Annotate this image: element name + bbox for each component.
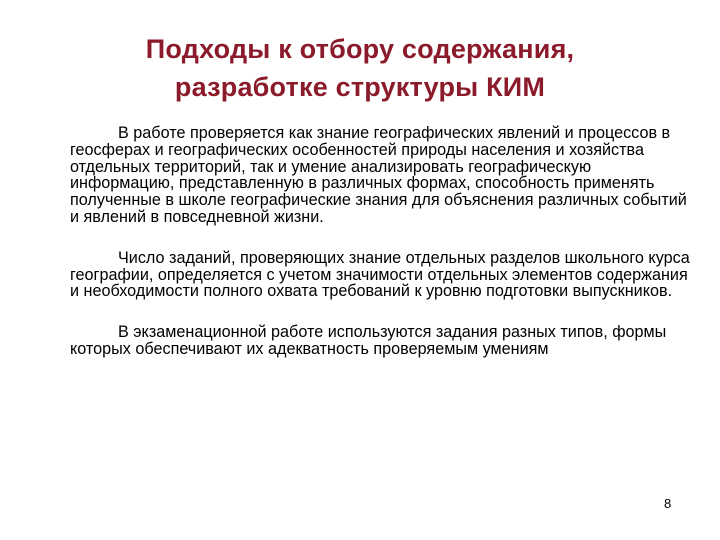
slide-title-line-2: разработке структуры КИМ [174,72,546,102]
paragraph-task-count: Число заданий, проверяющих знание отдельных разделов школьного курса географии, определяется с учетом значимости отдельных элементов содержания и необходимости полного охвата требований к уровню подготовки выпускников. [70,248,690,301]
slide-body [70,125,690,358]
slide-title-line-1: Подходы к отбору содержания, [145,34,575,64]
slide-title [60,30,660,106]
page-number: 8 [664,496,672,511]
paragraph-task-types: В экзаменационной работе используются задания разных типов, формы которых обеспечивают их адекватность проверяемым умениям [70,323,667,358]
paragraph-knowledge-skills: В работе проверяется как знание географических явлений и процессов в геосферах и географических особенностей природы населения и хозяйства отдельных территорий, так и умение анализировать географическую информацию, представленную в различных формах, способность применять полученные в школе географические знания для объяснения различных событий и явлений в повседневной жизни. [70,124,687,226]
